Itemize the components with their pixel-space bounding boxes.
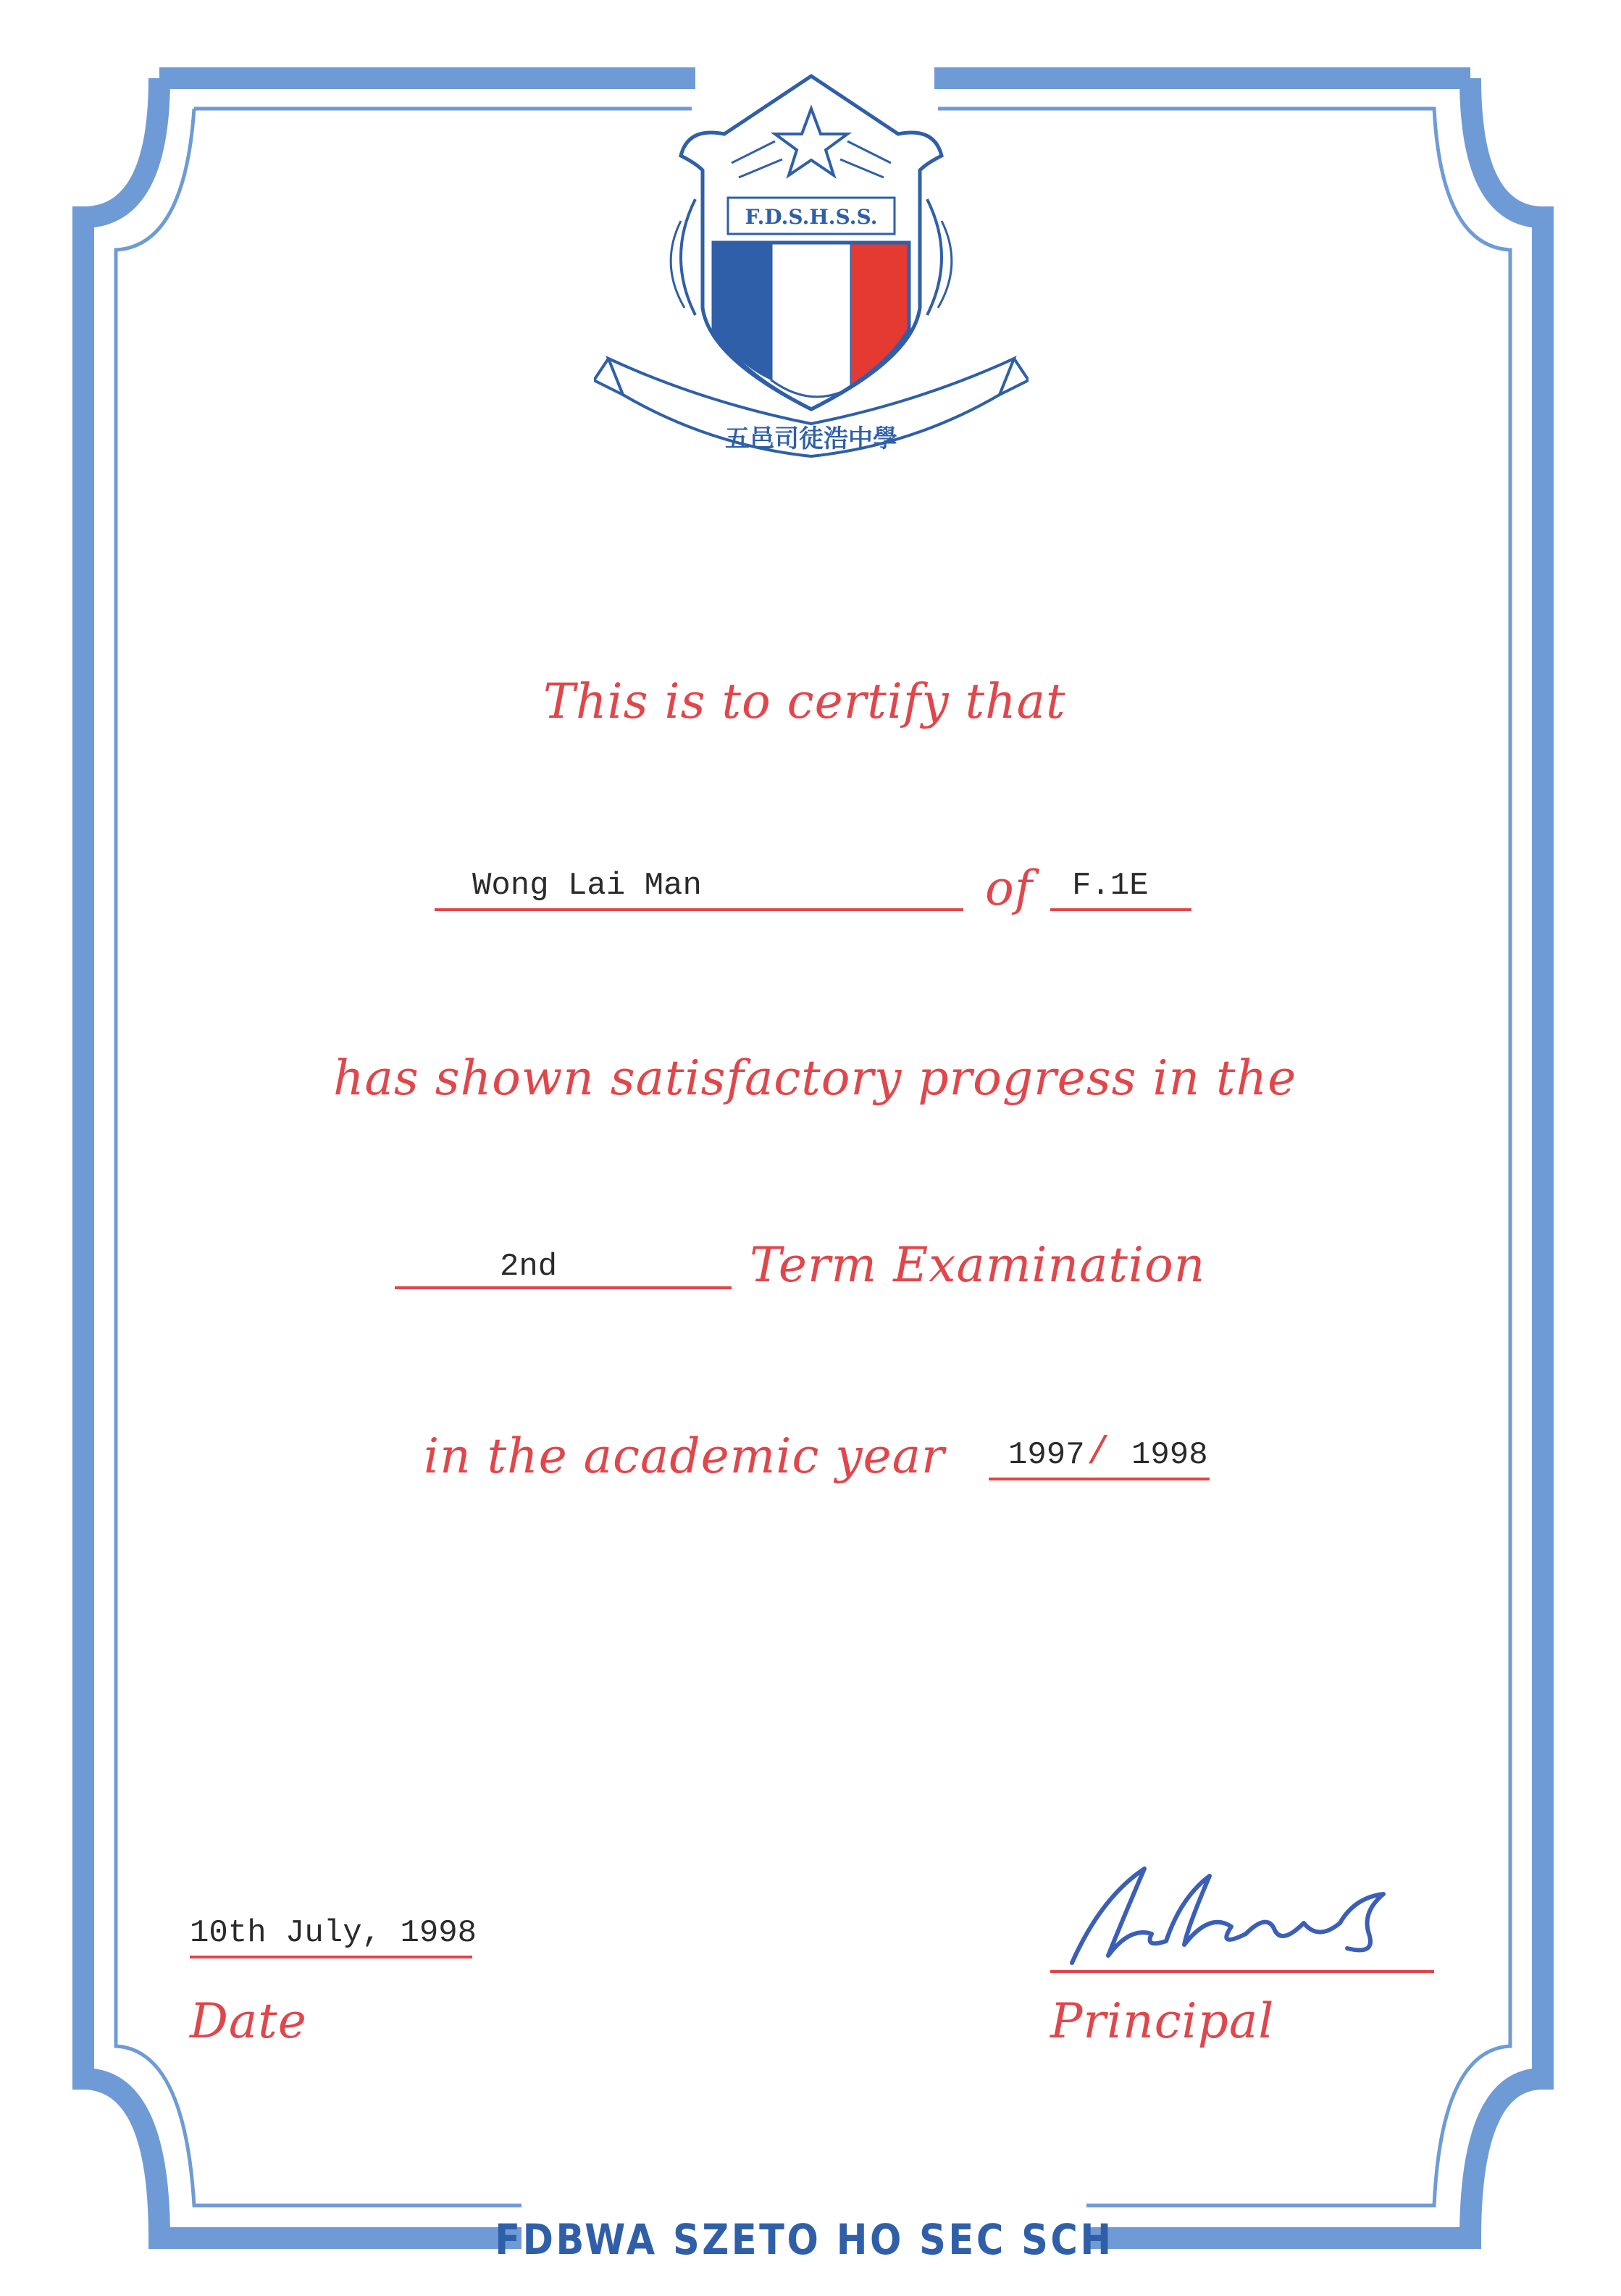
date-value: 10th July, 1998 <box>190 1915 477 1951</box>
term-underline <box>395 1286 732 1289</box>
of-label: of <box>985 860 1034 916</box>
crest-chinese-name: 五邑司徒浩中學 <box>725 424 897 453</box>
school-banner-text: FDBWA SZETO HO SEC SCH <box>494 2215 1114 2264</box>
school-banner <box>494 2211 1114 2268</box>
student-name-underline <box>435 908 963 911</box>
crest-initials: F.D.S.H.S.S. <box>745 205 878 229</box>
year-end: 1998 <box>1131 1437 1208 1473</box>
principal-signature <box>1057 1854 1405 1970</box>
certify-heading: This is to certify that <box>543 674 1066 729</box>
term-value: 2nd <box>500 1249 558 1285</box>
academic-year-label: in the academic year <box>424 1428 945 1484</box>
year-start: 1997 <box>1008 1437 1085 1473</box>
class-underline <box>1050 908 1191 911</box>
date-label: Date <box>190 1993 307 2049</box>
school-crest-logo <box>594 69 1029 474</box>
class-value: F.1E <box>1072 868 1149 904</box>
date-underline <box>190 1956 472 1958</box>
principal-label: Principal <box>1050 1993 1275 2049</box>
year-separator: / <box>1086 1431 1110 1475</box>
year-underline <box>989 1478 1210 1480</box>
student-name: Wong Lai Man <box>472 868 702 904</box>
principal-underline <box>1050 1970 1434 1973</box>
progress-statement: has shown satisfactory progress in the <box>333 1050 1297 1106</box>
term-examination-label: Term Examination <box>750 1237 1206 1293</box>
